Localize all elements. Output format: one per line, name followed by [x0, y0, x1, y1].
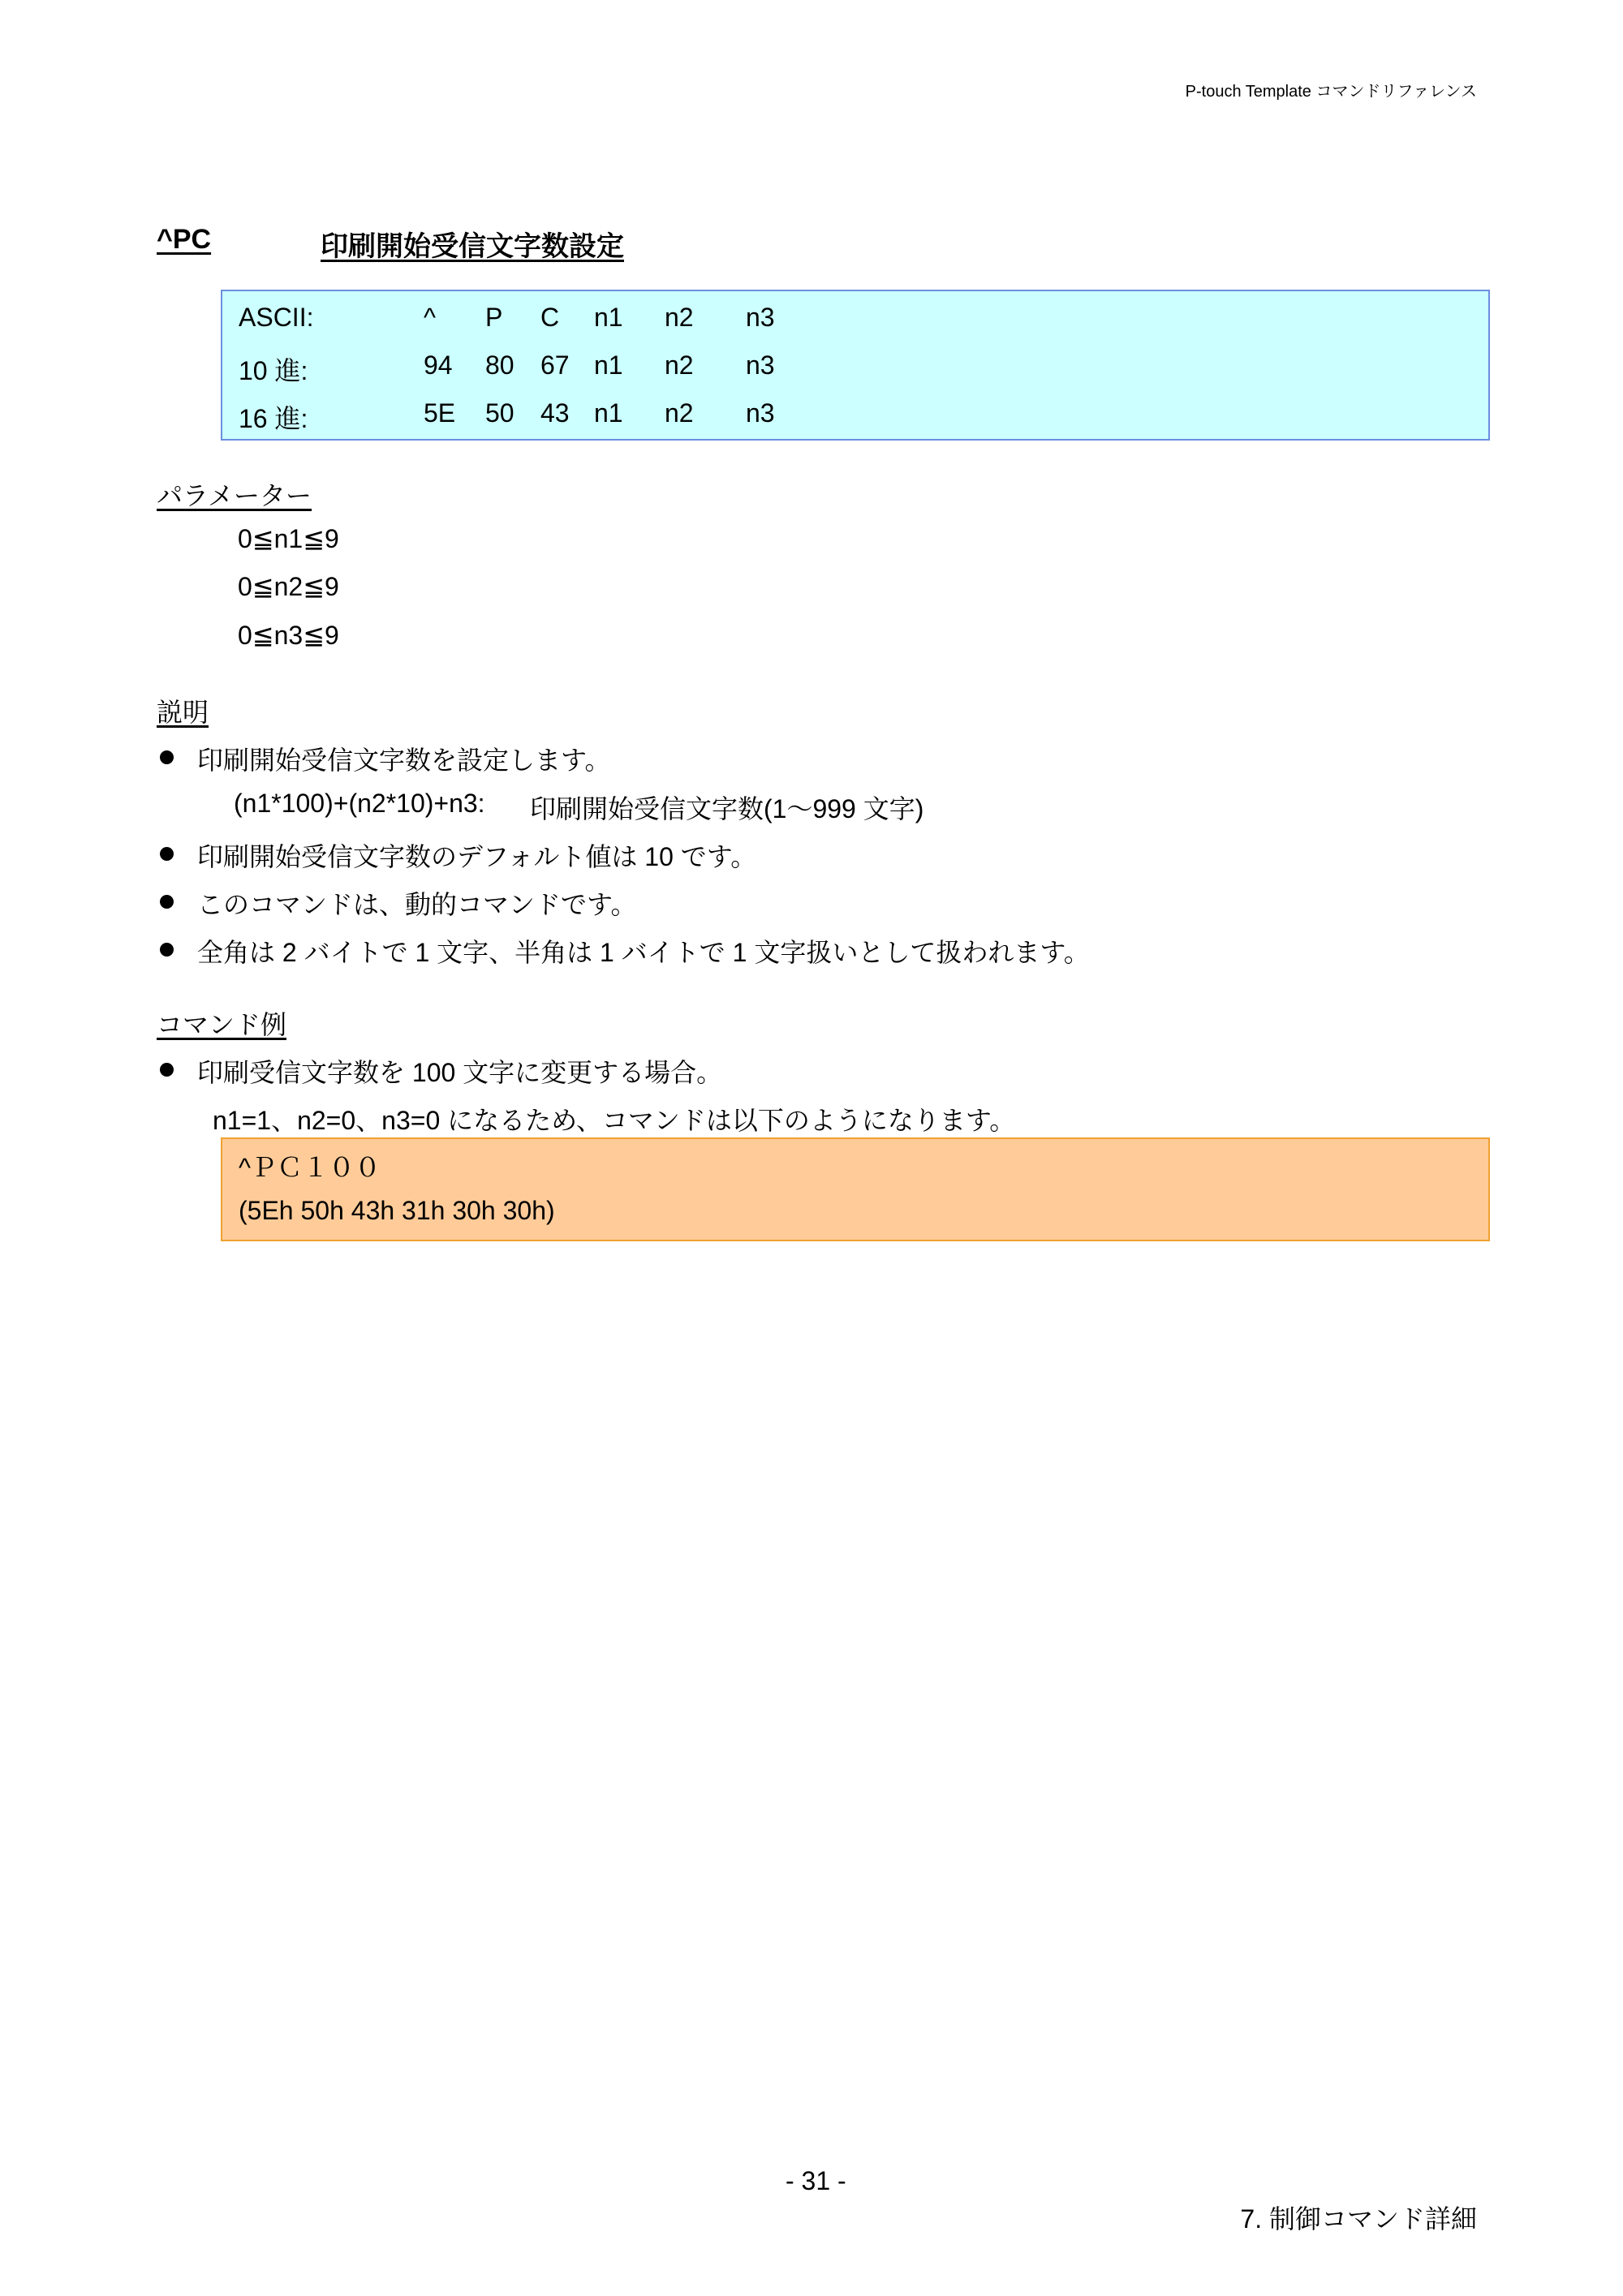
row-label: 10 進:	[239, 356, 308, 385]
bullet-icon	[160, 1063, 174, 1077]
document-header: P-touch Template コマンドリファレンス	[1185, 83, 1477, 101]
cell: 94	[424, 350, 453, 380]
description-item: このコマンドは、動的コマンドです。	[197, 890, 637, 919]
hex-row	[222, 390, 1488, 437]
cell: n3	[746, 303, 775, 332]
description-item: 印刷開始受信文字数を設定します。	[197, 746, 611, 775]
formula: (n1*100)+(n2*10)+n3:	[234, 789, 485, 818]
bullet-icon	[160, 943, 174, 957]
cell: 67	[540, 350, 570, 380]
bullet-icon	[160, 895, 174, 909]
cell: C	[540, 303, 560, 332]
example-command-box	[221, 1137, 1490, 1241]
page-number: - 31 -	[786, 2166, 846, 2195]
cell: n2	[665, 303, 694, 332]
example-hex: (5Eh 50h 43h 31h 30h 30h)	[239, 1196, 555, 1225]
parameter-range: 0≦n3≦9	[238, 621, 339, 650]
example-note: n1=1、n2=0、n3=0 になるため、コマンドは以下のようになります。	[213, 1106, 1016, 1135]
row-label: 16 進:	[239, 404, 308, 433]
decimal-row	[222, 342, 1488, 389]
description-item: 全角は 2 バイトで 1 文字、半角は 1 バイトで 1 文字扱いとして扱われます。	[197, 938, 1090, 967]
description-heading: 説明	[157, 698, 209, 727]
cell: n3	[746, 398, 775, 428]
cell: n1	[594, 398, 623, 428]
cell: 5E	[424, 398, 456, 428]
parameter-range: 0≦n2≦9	[238, 572, 339, 601]
parameters-heading: パラメーター	[157, 481, 312, 510]
cell: n1	[594, 303, 623, 332]
cell: 43	[540, 398, 570, 428]
example-command: ^ＰＣ１００	[239, 1153, 381, 1182]
example-item: 印刷受信文字数を 100 文字に変更する場合。	[197, 1058, 723, 1087]
chapter-label: 7. 制御コマンド詳細	[1240, 2204, 1477, 2234]
formula-description: 印刷開始受信文字数(1～999 文字)	[530, 794, 924, 823]
cell: n3	[746, 350, 775, 380]
cell: n2	[665, 350, 694, 380]
cell: 50	[485, 398, 514, 428]
ascii-row	[222, 295, 1488, 342]
command-encoding-box	[221, 290, 1490, 441]
command-code-title: ^PC	[157, 224, 212, 255]
description-item: 印刷開始受信文字数のデフォルト値は 10 です。	[197, 842, 757, 871]
parameter-range: 0≦n1≦9	[238, 524, 339, 553]
example-heading: コマンド例	[157, 1010, 287, 1039]
cell: 80	[485, 350, 514, 380]
command-name-title: 印刷開始受信文字数設定	[321, 231, 624, 262]
bullet-icon	[160, 847, 174, 861]
row-label: ASCII:	[239, 303, 314, 332]
bullet-icon	[160, 750, 174, 764]
cell: n2	[665, 398, 694, 428]
cell: n1	[594, 350, 623, 380]
cell: P	[485, 303, 503, 332]
cell: ^	[424, 303, 437, 332]
